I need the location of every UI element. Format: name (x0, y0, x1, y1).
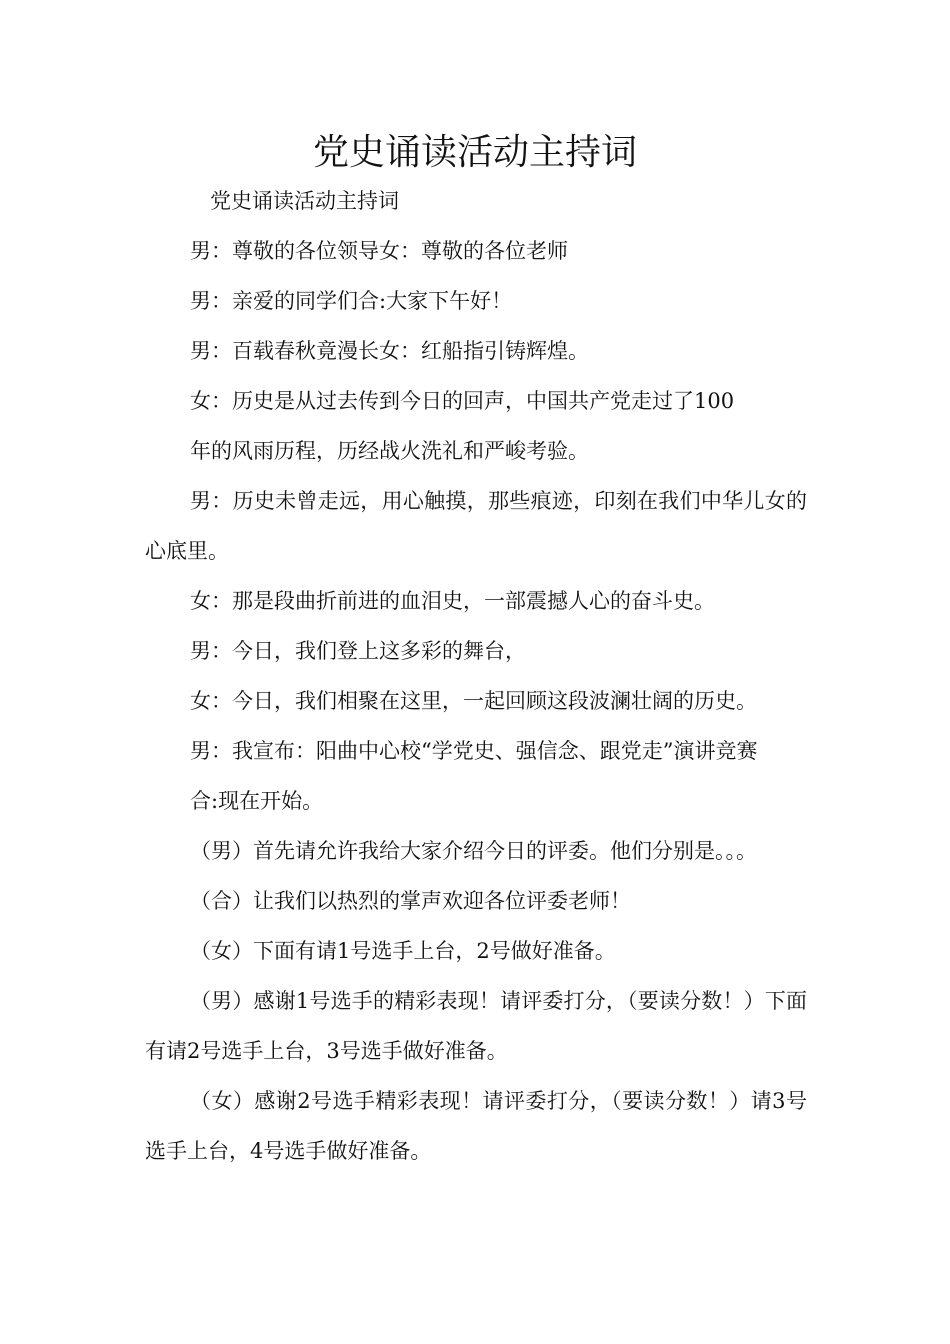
paragraph: 男：今日，我们登上这多彩的舞台， (190, 639, 526, 663)
paragraph: （女）感谢2号选手精彩表现！请评委打分，（要读分数！）请3号选手上台，4号选手做好准备。 (145, 1089, 807, 1163)
document-body (145, 176, 807, 1176)
paragraph: 女：历史是从过去传到今日的回声，中国共产党走过了100 (190, 389, 735, 413)
paragraph: （男）首先请允许我给大家介绍今日的评委。他们分别是。。。 (190, 839, 757, 863)
paragraph-subtitle: 党史诵读活动主持词 (210, 189, 399, 213)
paragraph: （女）下面有请1号选手上台，2号做好准备。 (190, 939, 616, 963)
paragraph: 男：尊敬的各位领导女：尊敬的各位老师 (190, 239, 568, 263)
paragraph: 女：今日，我们相聚在这里，一起回顾这段波澜壮阔的历史。 (190, 689, 757, 713)
paragraph: 男：亲爱的同学们合:大家下午好！ (190, 289, 513, 313)
document-title: 党史诵读活动主持词 (312, 132, 637, 173)
paragraph: （男）感谢1号选手的精彩表现！请评委打分，（要读分数！）下面有请2号选手上台，3号选手做好准备。 (145, 989, 807, 1063)
paragraph: 男：我宣布：阳曲中心校“学党史、强信念、跟党走”演讲竞赛 (190, 739, 758, 763)
paragraph: 女：那是段曲折前进的血泪史，一部震撼人心的奋斗史。 (190, 589, 715, 613)
paragraph: 男：百载春秋竟漫长女：红船指引铸辉煌。 (190, 339, 589, 363)
paragraph: 男：历史未曾走远，用心触摸，那些痕迹，印刻在我们中华儿女的心底里。 (145, 489, 807, 563)
paragraph: 合:现在开始。 (190, 789, 324, 813)
paragraph: 年的风雨历程，历经战火洗礼和严峻考验。 (190, 439, 589, 463)
paragraph: （合）让我们以热烈的掌声欢迎各位评委老师！ (190, 889, 631, 913)
